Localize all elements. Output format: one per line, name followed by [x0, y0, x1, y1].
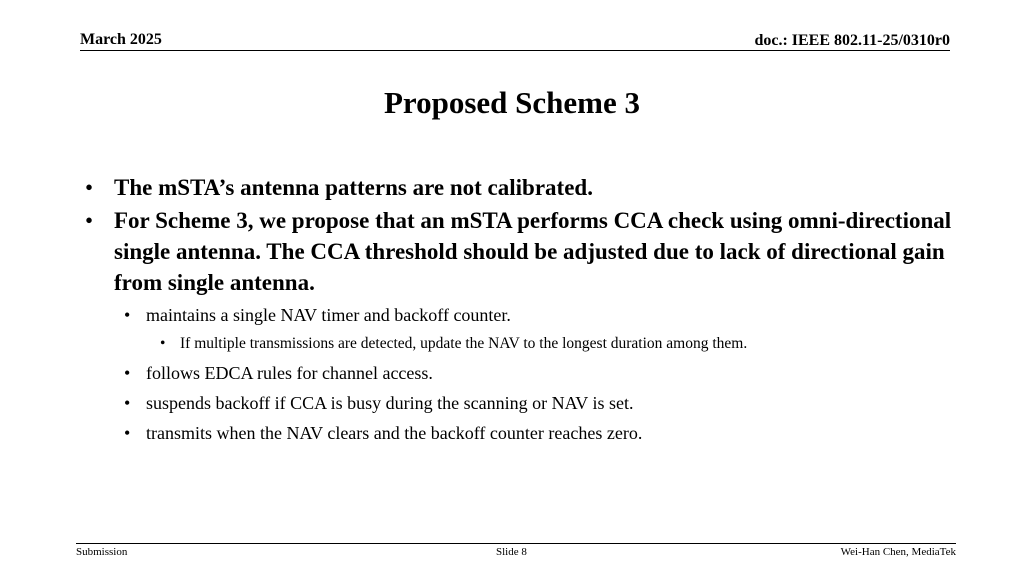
- bullet-icon: •: [85, 208, 94, 233]
- footer-slide-number: Slide 8: [496, 546, 527, 558]
- sub-bullet-text: transmits when the NAV clears and the backoff counter reaches zero.: [146, 423, 643, 443]
- sub-sub-bullet-text: If multiple transmissions are detected, update the NAV to the longest duration among them.: [180, 335, 748, 352]
- sub-bullet-item: [124, 300, 964, 330]
- bullet-icon: •: [124, 423, 131, 443]
- bullet-icon: •: [160, 335, 166, 352]
- slide-body: [84, 172, 964, 448]
- sub-bullet-text: follows EDCA rules for channel access.: [146, 363, 433, 383]
- sub-bullet-item: [124, 388, 964, 418]
- bullet-icon: •: [85, 175, 94, 200]
- bullet-icon: •: [124, 393, 131, 413]
- header-doc-id: doc.: IEEE 802.11-25/0310r0: [754, 32, 950, 49]
- bullet-item: [84, 205, 964, 298]
- bullet-icon: •: [124, 305, 131, 325]
- sub-bullet-text: maintains a single NAV timer and backoff counter.: [146, 305, 511, 325]
- bullet-icon: •: [124, 363, 131, 383]
- sub-bullet-text: suspends backoff if CCA is busy during the scanning or NAV is set.: [146, 393, 634, 413]
- bullet-text: The mSTA’s antenna patterns are not calibrated.: [114, 175, 593, 200]
- footer-divider: [76, 543, 956, 544]
- header-divider: [80, 50, 950, 51]
- slide-title: Proposed Scheme 3: [383, 85, 641, 120]
- sub-bullet-item: [124, 418, 964, 448]
- sub-bullet-item: [124, 358, 964, 388]
- bullet-item: [84, 172, 964, 203]
- header-date: March 2025: [80, 31, 162, 48]
- footer-submission: Submission: [76, 546, 128, 558]
- bullet-text: For Scheme 3, we propose that an mSTA performs CCA check using omni-directional single antenna. The CCA threshold should be adjusted due to lack of directional gain from single antenna.: [114, 208, 952, 295]
- footer-author: Wei-Han Chen, MediaTek: [840, 546, 956, 558]
- sub-sub-bullet-item: [160, 330, 964, 358]
